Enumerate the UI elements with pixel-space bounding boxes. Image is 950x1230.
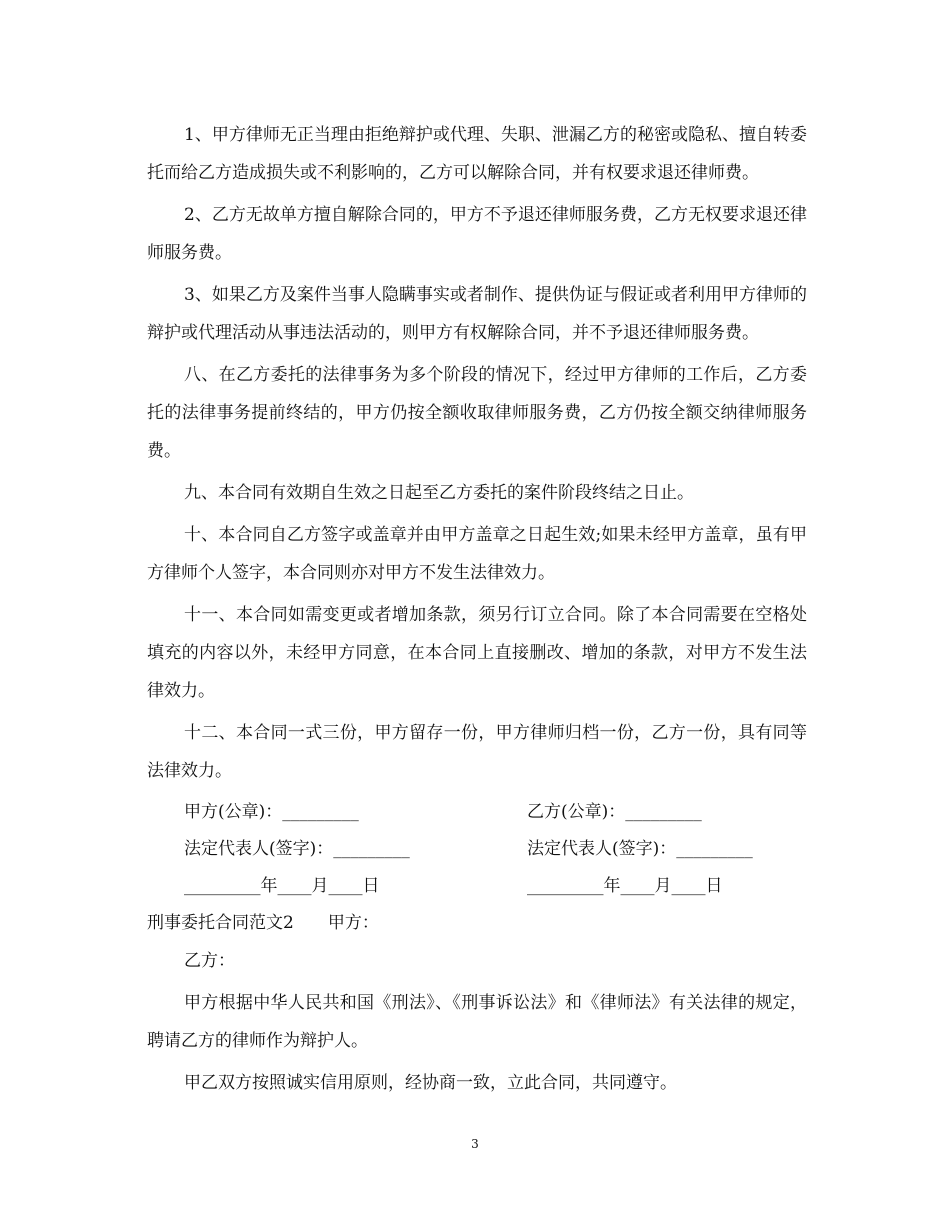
party-b-seal-field: 乙方(公章)：_________ [527, 802, 702, 822]
party-b-line: 乙方： [184, 951, 235, 971]
contract-paragraph: 甲乙双方按照诚实信用原则，经协商一致，立此合同，共同遵守。 [184, 1073, 677, 1093]
clause-paragraph: 1、甲方律师无正当理由拒绝辩护或代理、失职、泄漏乙方的秘密或隐私、擅自转委托而给乙方造成损失或不利影响的，乙方可以解除合同，并有权要求退还律师费。 [147, 125, 807, 183]
clause-paragraph: 2、乙方无故单方擅自解除合同的，甲方不予退还律师服务费，乙方无权要求退还律师服务费。 [147, 205, 807, 263]
signature-row-date [147, 868, 807, 905]
party-a-seal-field: 甲方(公章)：_________ [184, 802, 359, 822]
contract-paragraph: 甲方根据中华人民共和国《刑法》、《刑事诉讼法》和《律师法》有关法律的规定，聘请乙方的律师作为辩护人。 [147, 993, 807, 1051]
signature-row-representative [147, 831, 807, 868]
clause-paragraph: 九、本合同有效期自生效之日起至乙方委托的案件阶段终结之日止。 [184, 483, 694, 503]
clause-paragraph: 八、在乙方委托的法律事务为多个阶段的情况下，经过甲方律师的工作后，乙方委托的法律事务提前终结的，甲方仍按全额收取律师服务费，乙方仍按全额交纳律师服务费。 [147, 365, 807, 461]
page-number: 3 [471, 1137, 479, 1151]
clause-paragraph: 十二、本合同一式三份，甲方留存一份，甲方律师归档一份，乙方一份，具有同等法律效力。 [147, 723, 807, 781]
party-b-date-field: _________年____月____日 [527, 876, 723, 896]
clause-paragraph: 3、如果乙方及案件当事人隐瞒事实或者制作、提供伪证与假证或者利用甲方律师的辩护或代理活动从事违法活动的，则甲方有权解除合同，并不予退还律师服务费。 [147, 285, 807, 343]
signature-row-seal [147, 794, 807, 831]
clause-paragraph: 十、本合同自乙方签字或盖章并由甲方盖章之日起生效;如果未经甲方盖章，虽有甲方律师个人签字，本合同则亦对甲方不发生法律效力。 [147, 525, 807, 583]
party-b-representative-field: 法定代表人(签字)：_________ [527, 839, 753, 859]
party-a-representative-field: 法定代表人(签字)：_________ [184, 839, 410, 859]
document-body [147, 116, 807, 1106]
party-a-date-field: _________年____月____日 [184, 876, 380, 896]
clause-paragraph: 十一、本合同如需变更或者增加条款，须另行订立合同。除了本合同需要在空格处填充的内容以外，未经甲方同意，在本合同上直接删改、增加的条款，对甲方不发生法律效力。 [147, 605, 807, 701]
second-contract-title: 刑事委托合同范文2 甲方： [147, 913, 379, 933]
